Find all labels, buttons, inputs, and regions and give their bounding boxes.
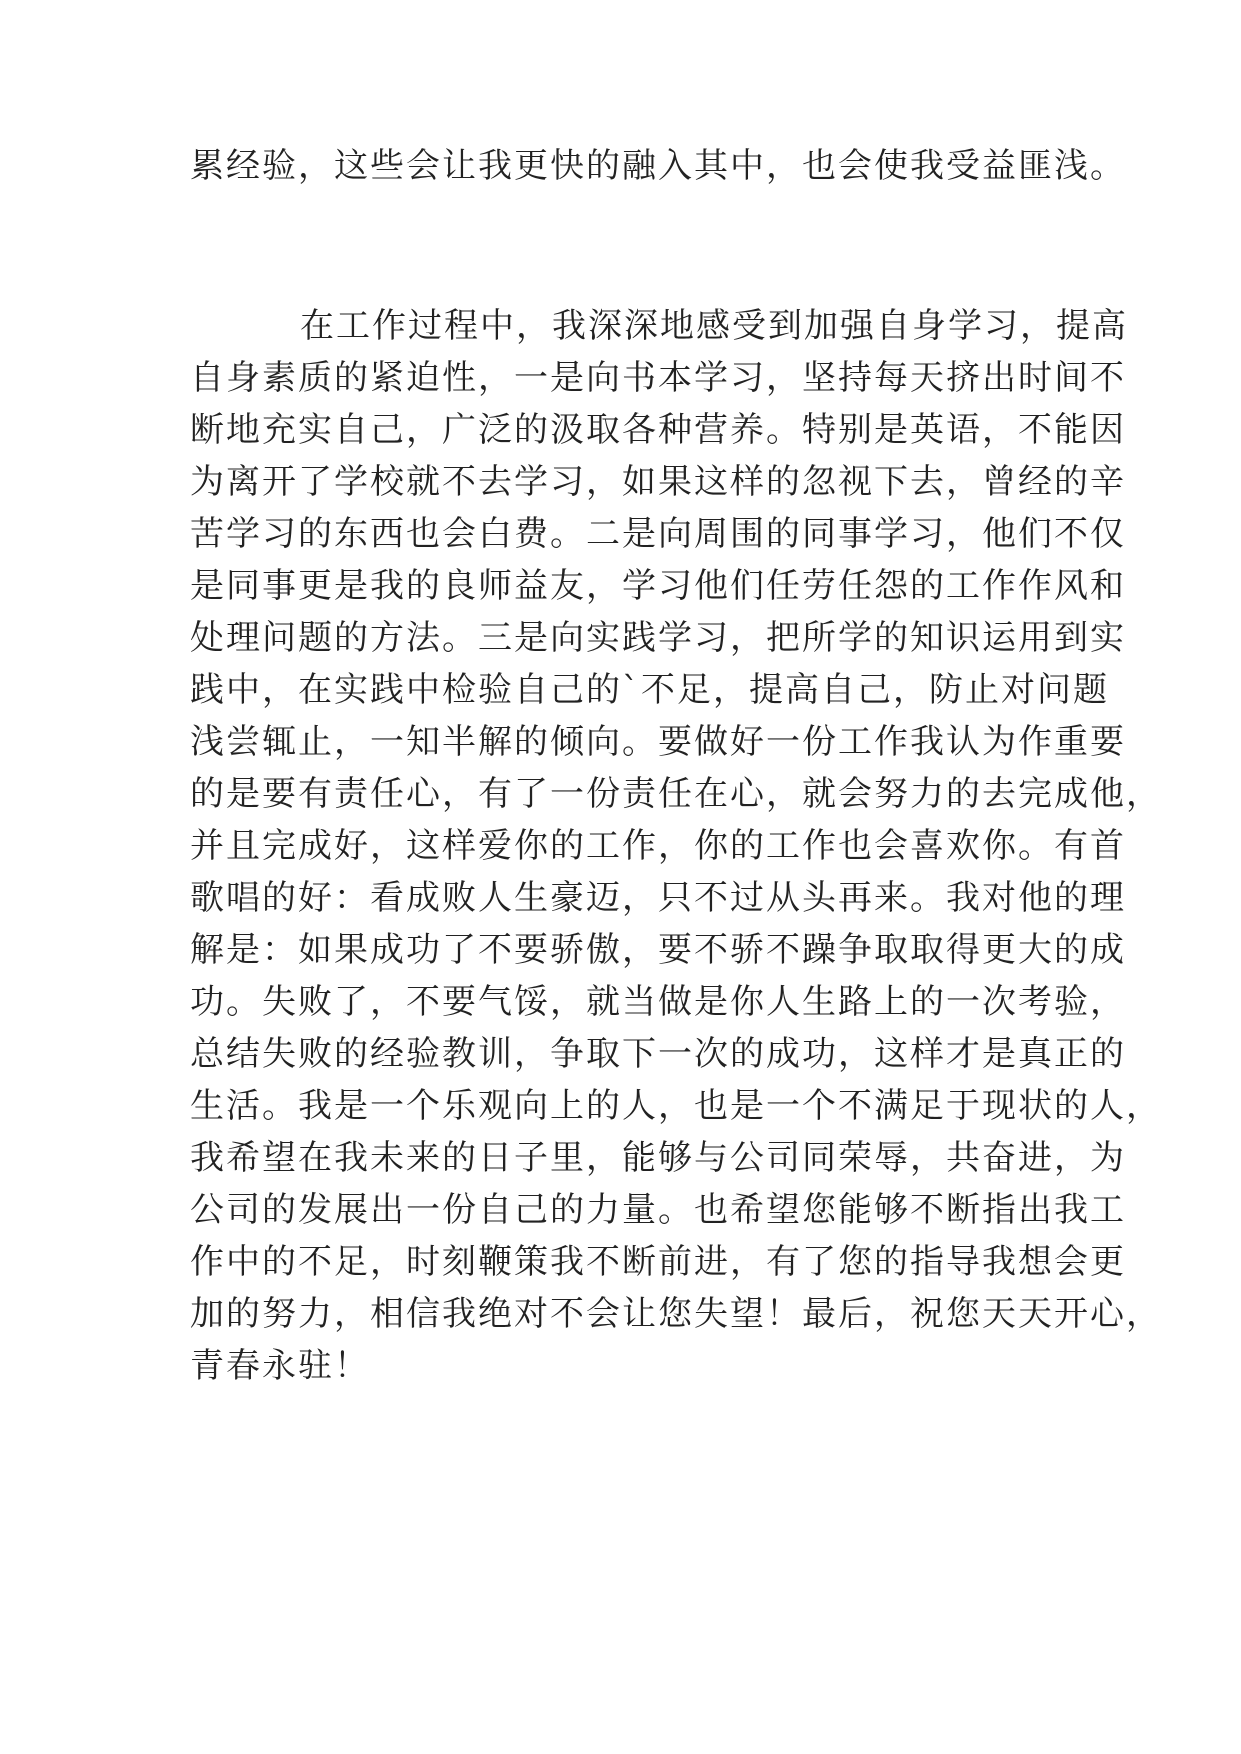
text-line-18: 我希望在我未来的日子里，能够与公司同荣辱，共奋进，为 — [190, 1138, 1126, 1178]
text-line-7: 是同事更是我的良师益友，学习他们任劳任怨的工作作风和 — [190, 566, 1126, 606]
text-line-3: 自身素质的紧迫性，一是向书本学习，坚持每天挤出时间不 — [190, 358, 1126, 398]
text-line-1: 累经验，这些会让我更快的融入其中，也会使我受益匪浅。 — [190, 146, 1126, 186]
text-line-19: 公司的发展出一份自己的力量。也希望您能够不断指出我工 — [190, 1190, 1126, 1230]
text-line-11: 的是要有责任心，有了一份责任在心，就会努力的去完成他， — [190, 774, 1162, 814]
text-line-14: 解是：如果成功了不要骄傲，要不骄不躁争取取得更大的成 — [190, 930, 1126, 970]
text-line-9: 践中，在实践中检验自己的`不足，提高自己，防止对问题 — [190, 670, 1109, 710]
text-line-15: 功。失败了，不要气馁，就当做是你人生路上的一次考验， — [190, 982, 1126, 1022]
text-line-8: 处理问题的方法。三是向实践学习，把所学的知识运用到实 — [190, 618, 1126, 658]
text-line-21: 加的努力，相信我绝对不会让您失望！最后，祝您天天开心， — [190, 1294, 1162, 1334]
text-line-4: 断地充实自己，广泛的汲取各种营养。特别是英语，不能因 — [190, 410, 1126, 450]
text-line-6: 苦学习的东西也会白费。二是向周围的同事学习，他们不仅 — [190, 514, 1126, 554]
text-line-5: 为离开了学校就不去学习，如果这样的忽视下去，曾经的辛 — [190, 462, 1126, 502]
paragraph-first-line: 在工作过程中，我深深地感受到加强自身学习，提高 — [300, 306, 1128, 346]
text-line-20: 作中的不足，时刻鞭策我不断前进，有了您的指导我想会更 — [190, 1242, 1126, 1282]
text-line-22: 青春永驻！ — [190, 1346, 370, 1386]
text-line-16: 总结失败的经验教训，争取下一次的成功，这样才是真正的 — [190, 1034, 1126, 1074]
text-line-17: 生活。我是一个乐观向上的人，也是一个不满足于现状的人， — [190, 1086, 1162, 1126]
text-line-12: 并且完成好，这样爱你的工作，你的工作也会喜欢你。有首 — [190, 826, 1126, 866]
text-line-10: 浅尝辄止，一知半解的倾向。要做好一份工作我认为作重要 — [190, 722, 1126, 762]
text-line-13: 歌唱的好：看成败人生豪迈，只不过从头再来。我对他的理 — [190, 878, 1126, 918]
